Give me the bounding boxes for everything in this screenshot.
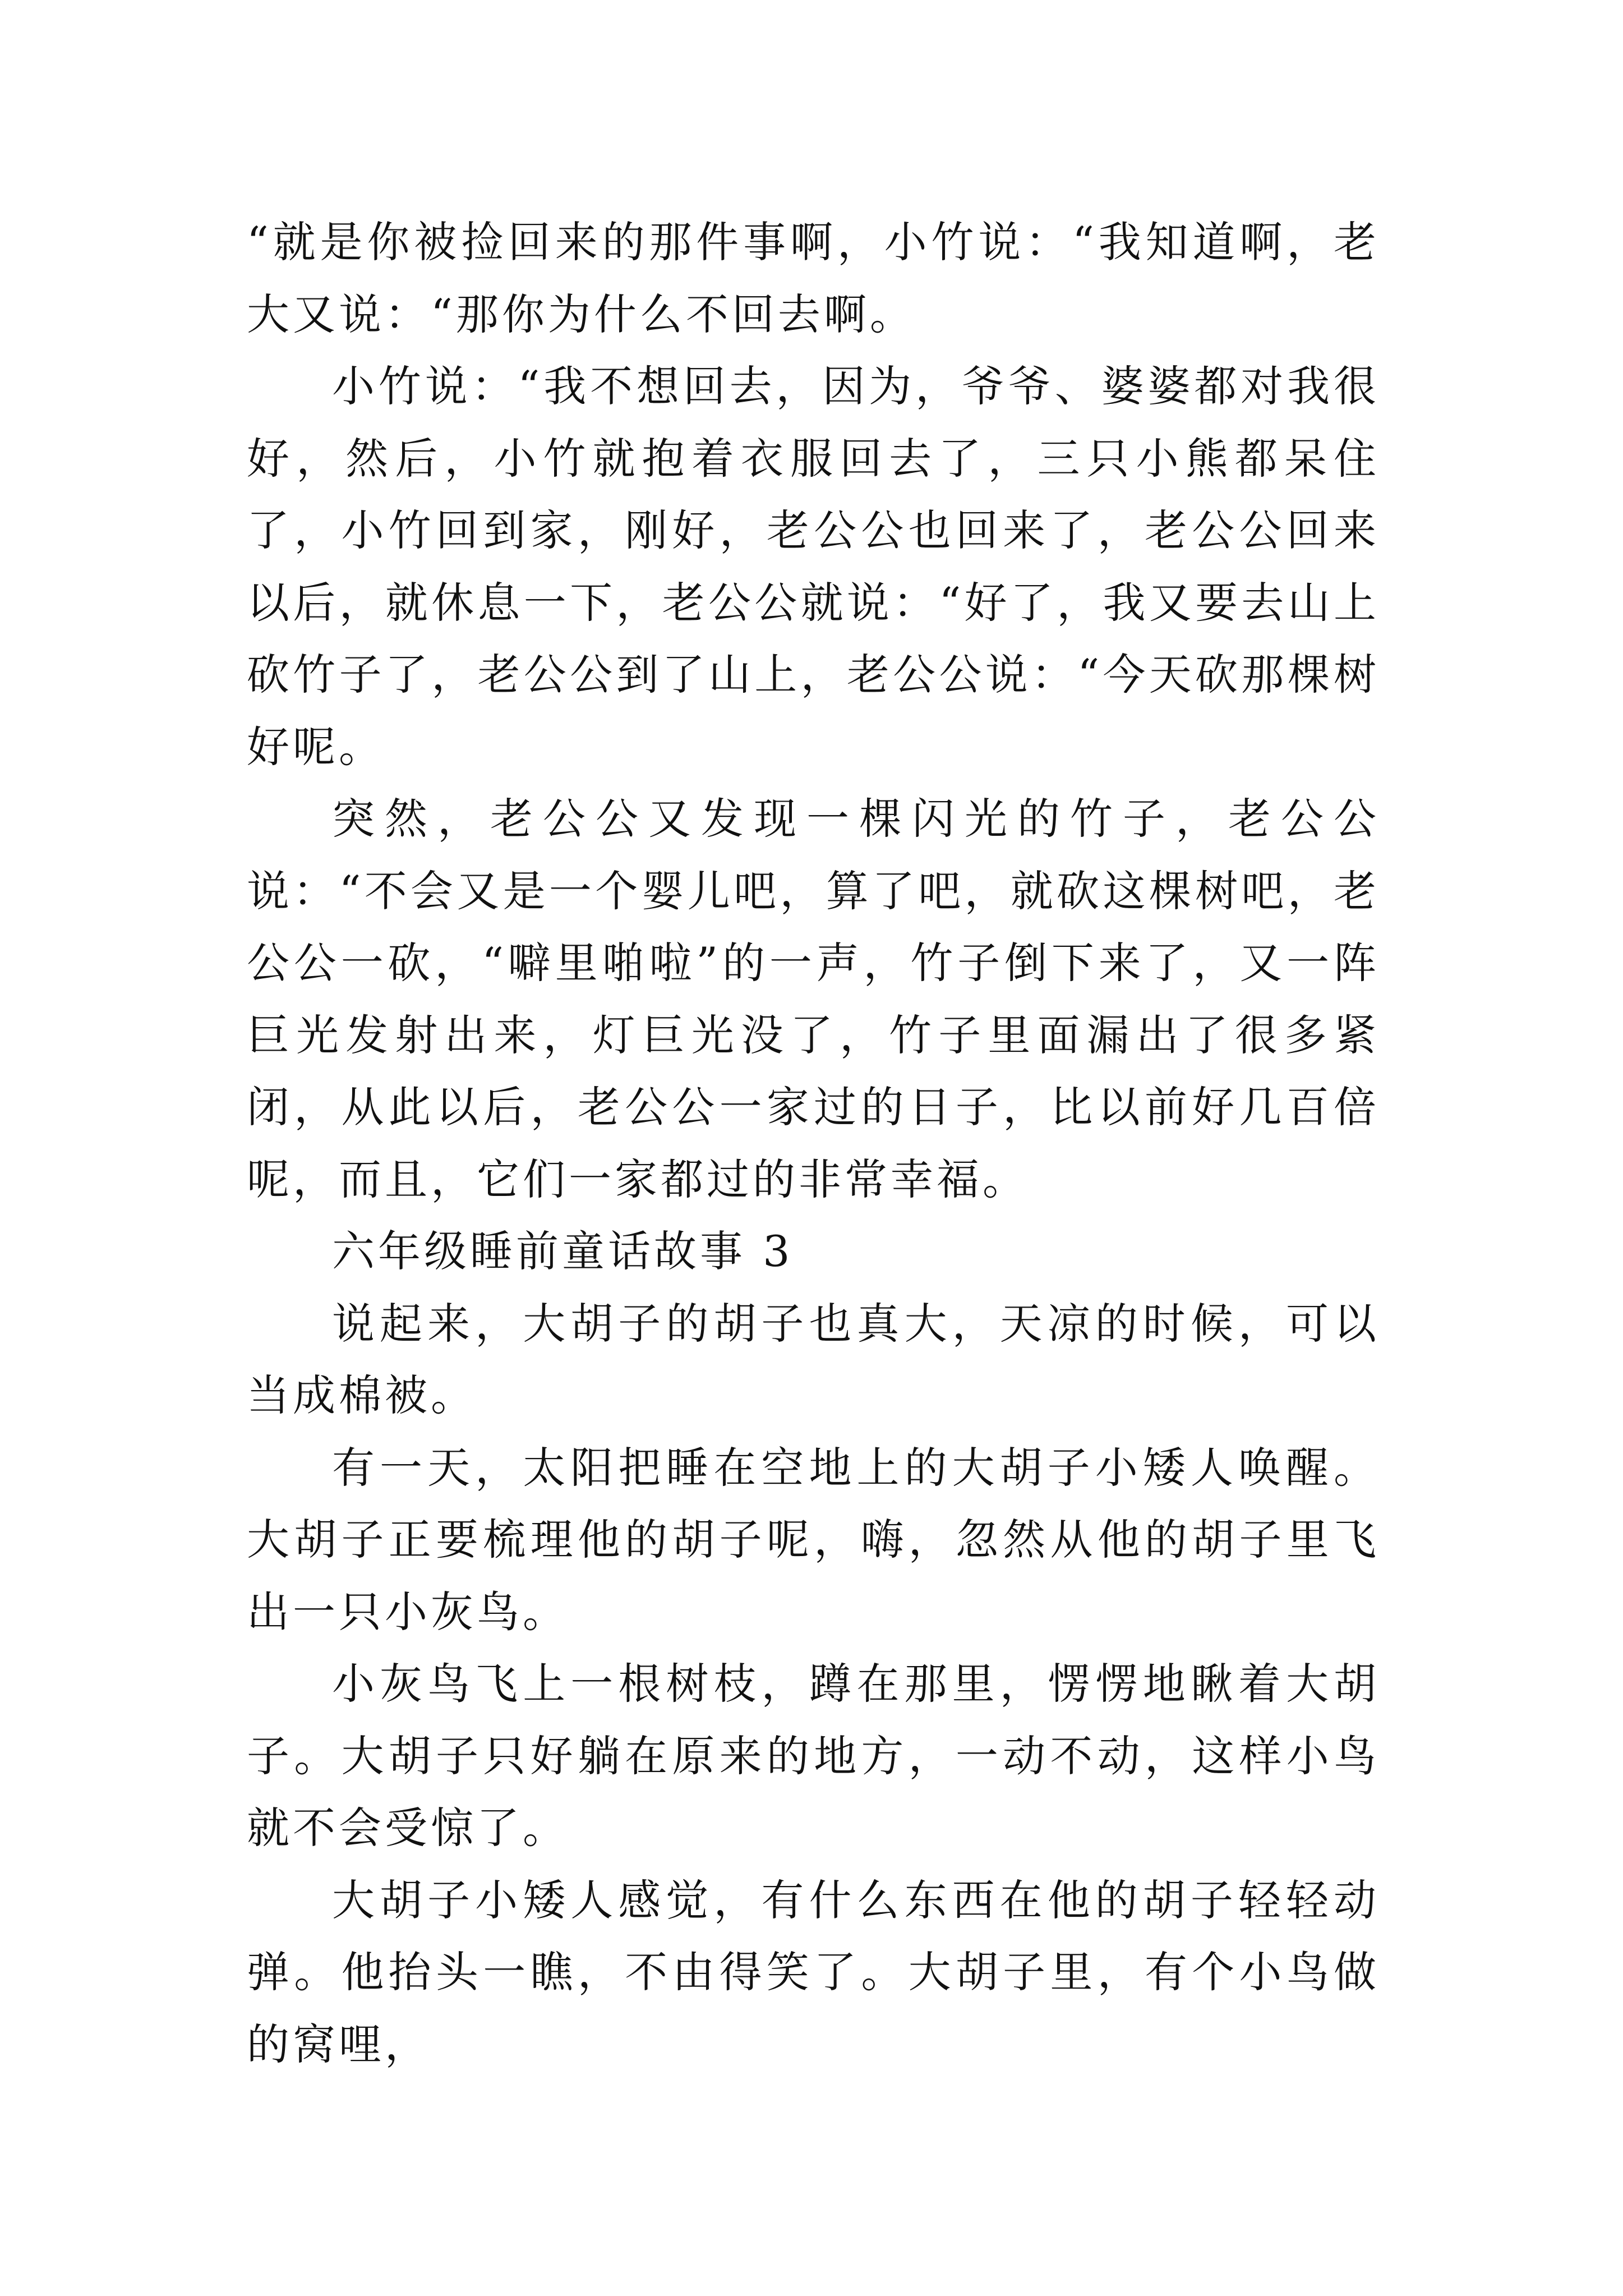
paragraph-6: 小灰鸟飞上一根树枝，蹲在那里，愣愣地瞅着大胡子。大胡子只好躺在原来的地方，一动不动，这样小鸟就不会受惊了。 [247,1659,1380,1853]
section-heading: 六年级睡前童话故事 3 [332,1226,794,1276]
paragraph-5: 有一天，太阳把睡在空地上的大胡子小矮人唤醒。大胡子正要梳理他的胡子呢，嗨，忽然从他的胡子里飞出一只小灰鸟。 [247,1442,1380,1637]
paragraph-7: 大胡子小矮人感觉，有什么东西在他的胡子轻轻动弹。他抬头一瞧，不由得笑了。大胡子里，有个小鸟做的窝哩， [247,1875,1380,2069]
paragraph-1: “就是你被捡回来的那件事啊，小竹说：“我知道啊，老大又说：“那你为什么不回去啊。 [247,217,1380,339]
paragraph-3: 突然，老公公又发现一棵闪光的竹子，老公公说：“不会又是一个婴儿吧，算了吧，就砍这棵树吧，老公公一砍，“噼里啪啦”的一声，竹子倒下来了，又一阵巨光发射出来，灯巨光没了，竹子里面漏出了很多紧闭，从此以后，老公公一家过的日子，比以前好几百倍呢，而且，它们一家都过的非常幸福。 [247,794,1380,1204]
paragraph-2: 小竹说：“我不想回去，因为，爷爷、婆婆都对我很好，然后，小竹就抱着衣服回去了，三只小熊都呆住了，小竹回到家，刚好，老公公也回来了，老公公回来以后，就休息一下，老公公就说：“好了，我又要去山上砍竹子了，老公公到了山上，老公公说：“今天砍那棵树好呢。 [247,361,1380,772]
story-text [247,206,1380,2081]
paragraph-4: 说起来，大胡子的胡子也真大，天凉的时候，可以当成棉被。 [247,1298,1380,1420]
